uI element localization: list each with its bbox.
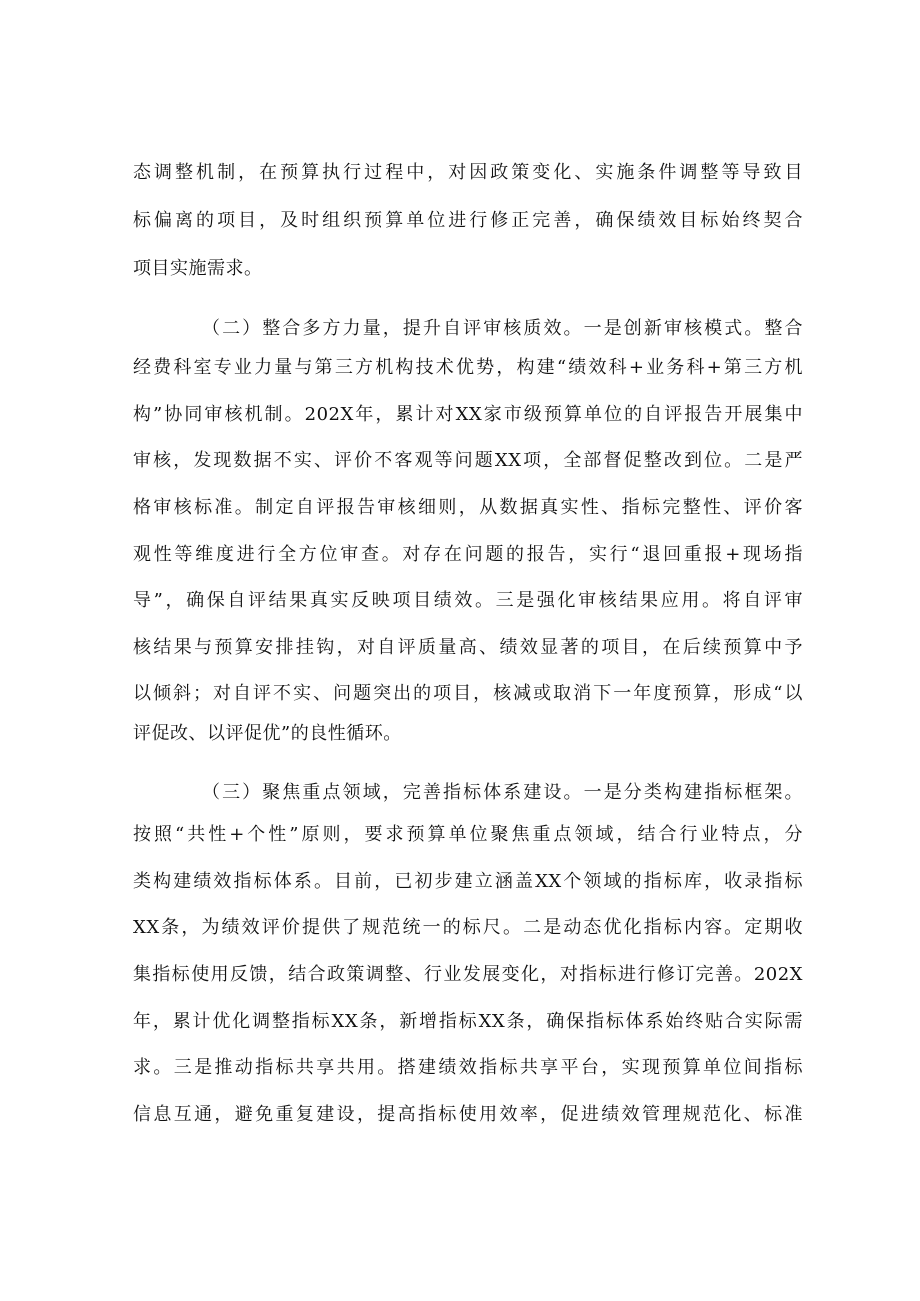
text-line: 类构建绩效指标体系。目前，已初步建立涵盖XX个领域的指标库，收录指标 [133,871,803,892]
text-line: 年，累计优化调整指标XX条，新增指标XX条，确保指标体系始终贴合实际需 [133,1011,803,1032]
text-line: 集指标使用反馈，结合政策调整、行业发展变化，对指标进行修订完善。202X [133,964,803,985]
text-line: （二）整合多方力量，提升自评审核质效。一是创新审核模式。整合 [202,318,803,339]
text-line: 经费科室专业力量与第三方机构技术优势，构建“绩效科+业务科+第三方机 [133,357,803,378]
text-line: 标偏离的项目，及时组织预算单位进行修正完善，确保绩效目标始终契合 [133,210,803,231]
text-line: 信息互通，避免重复建设，提高指标使用效率，促进绩效管理规范化、标准 [133,1104,803,1125]
text-line: 格审核标准。制定自评报告审核细则，从数据真实性、指标完整性、评价客 [133,497,803,518]
text-line: 审核，发现数据不实、评价不客观等问题XX项，全部督促整改到位。二是严 [133,450,803,471]
text-line: 以倾斜；对自评不实、问题突出的项目，核减或取消下一年度预算，形成“以 [133,683,803,704]
text-line: 评促改、以评促优”的良性循环。 [133,723,402,744]
text-line: 核结果与预算安排挂钩，对自评质量高、绩效显著的项目，在后续预算中予 [133,637,803,658]
text-line: 态调整机制，在预算执行过程中，对因政策变化、实施条件调整等导致目 [133,162,803,183]
text-line: 按照“共性+个性”原则，要求预算单位聚焦重点领域，结合行业特点，分 [133,824,803,845]
text-line: 导”，确保自评结果真实反映项目绩效。三是强化审核结果应用。将自评审 [133,590,803,611]
text-line: 项目实施需求。 [133,258,263,279]
text-line: 求。三是推动指标共享共用。搭建绩效指标共享平台，实现预算单位间指标 [133,1057,803,1078]
text-line: （三）聚焦重点领域，完善指标体系建设。一是分类构建指标框架。 [202,782,803,803]
text-line: 构”协同审核机制。202X年，累计对XX家市级预算单位的自评报告开展集中 [133,404,803,425]
text-line: XX条，为绩效评价提供了规范统一的标尺。二是动态优化指标内容。定期收 [133,917,803,938]
text-line: 观性等维度进行全方位审查。对存在问题的报告，实行“退回重报+现场指 [133,544,803,565]
